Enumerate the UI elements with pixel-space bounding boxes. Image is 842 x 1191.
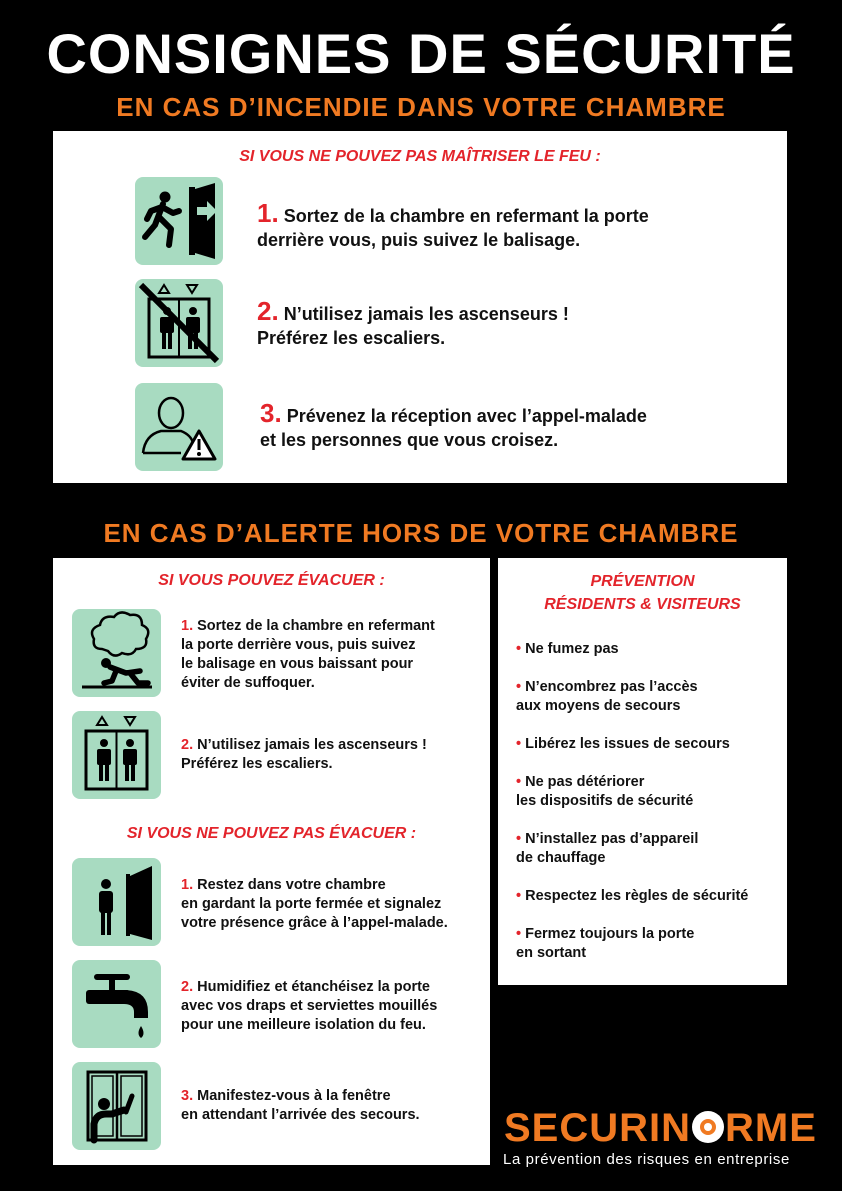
water-tap-icon <box>72 960 161 1048</box>
section2-heading: EN CAS D’ALERTE HORS DE VOTRE CHAMBRE <box>103 518 739 548</box>
fire-in-room-panel <box>53 131 787 483</box>
prevention-item: • Ne pas détériorer les dispositifs de sécurité <box>516 774 694 809</box>
section1-heading: EN CAS D’INCENDIE DANS VOTRE CHAMBRE <box>116 92 726 122</box>
prevention-panel <box>498 558 787 985</box>
target-o-icon <box>692 1111 724 1143</box>
page-title: CONSIGNES DE SÉCURITÉ <box>46 22 796 85</box>
prevention-list <box>516 640 781 982</box>
section1-subheading: SI VOUS NE POUVEZ PAS MAÎTRISER LE FEU : <box>239 148 601 165</box>
exit-door-icon <box>135 177 223 265</box>
section1-step-2: 2. N’utilisez jamais les ascenseurs ! Préférez les escaliers. <box>257 296 569 348</box>
prevention-item: • Libérez les issues de secours <box>516 736 730 752</box>
prevention-item: • N’encombrez pas l’accès aux moyens de secours <box>516 679 698 714</box>
no-evacuate-step-1: 1. Restez dans votre chambre en gardant la porte fermée et signalez votre présence grâce à l’appel-malade. <box>181 877 448 931</box>
evacuate-step-2: 2. N’utilisez jamais les ascenseurs ! Préférez les escaliers. <box>181 737 427 772</box>
alert-outside-panel <box>53 558 490 1165</box>
window-wave-icon <box>72 1062 161 1150</box>
smoke-crawl-icon <box>72 609 161 697</box>
section1-step-1: 1. Sortez de la chambre en refermant la porte derrière vous, puis suivez le balisage. <box>257 198 649 250</box>
evacuate-heading: SI VOUS POUVEZ ÉVACUER : <box>158 572 385 589</box>
no-evacuate-step-2: 2. Humidifiez et étanchéisez la porte avec vos draps et serviettes mouillés pour une meilleure isolation du feu. <box>181 979 438 1033</box>
person-alert-icon <box>135 383 223 471</box>
prevention-item: • Respectez les règles de sécurité <box>516 888 749 904</box>
securinorme-logo: SECURIN RME <box>504 1106 817 1150</box>
section1-step-3: 3. Prévenez la réception avec l’appel-malade et les personnes que vous croisez. <box>260 398 647 450</box>
evacuate-step-1: 1. Sortez de la chambre en refermant la porte derrière vous, puis suivez le balisage en vous baissant pour éviter de suffoquer. <box>181 618 435 691</box>
no-evacuate-step-3: 3. Manifestez-vous à la fenêtre en attendant l’arrivée des secours. <box>181 1088 420 1123</box>
elevator-icon <box>72 711 161 799</box>
closed-door-icon <box>72 858 161 946</box>
prevention-heading: PRÉVENTION RÉSIDENTS & VISITEURS <box>544 573 741 613</box>
logo-tagline: La prévention des risques en entreprise <box>503 1151 790 1168</box>
prevention-item: • Fermez toujours la porte en sortant <box>516 926 695 961</box>
prevention-item: • N’installez pas d’appareil de chauffage <box>516 831 699 866</box>
prevention-item: • Ne fumez pas <box>516 641 619 657</box>
no-elevator-icon <box>135 279 223 367</box>
no-evacuate-heading: SI VOUS NE POUVEZ PAS ÉVACUER : <box>126 825 417 842</box>
